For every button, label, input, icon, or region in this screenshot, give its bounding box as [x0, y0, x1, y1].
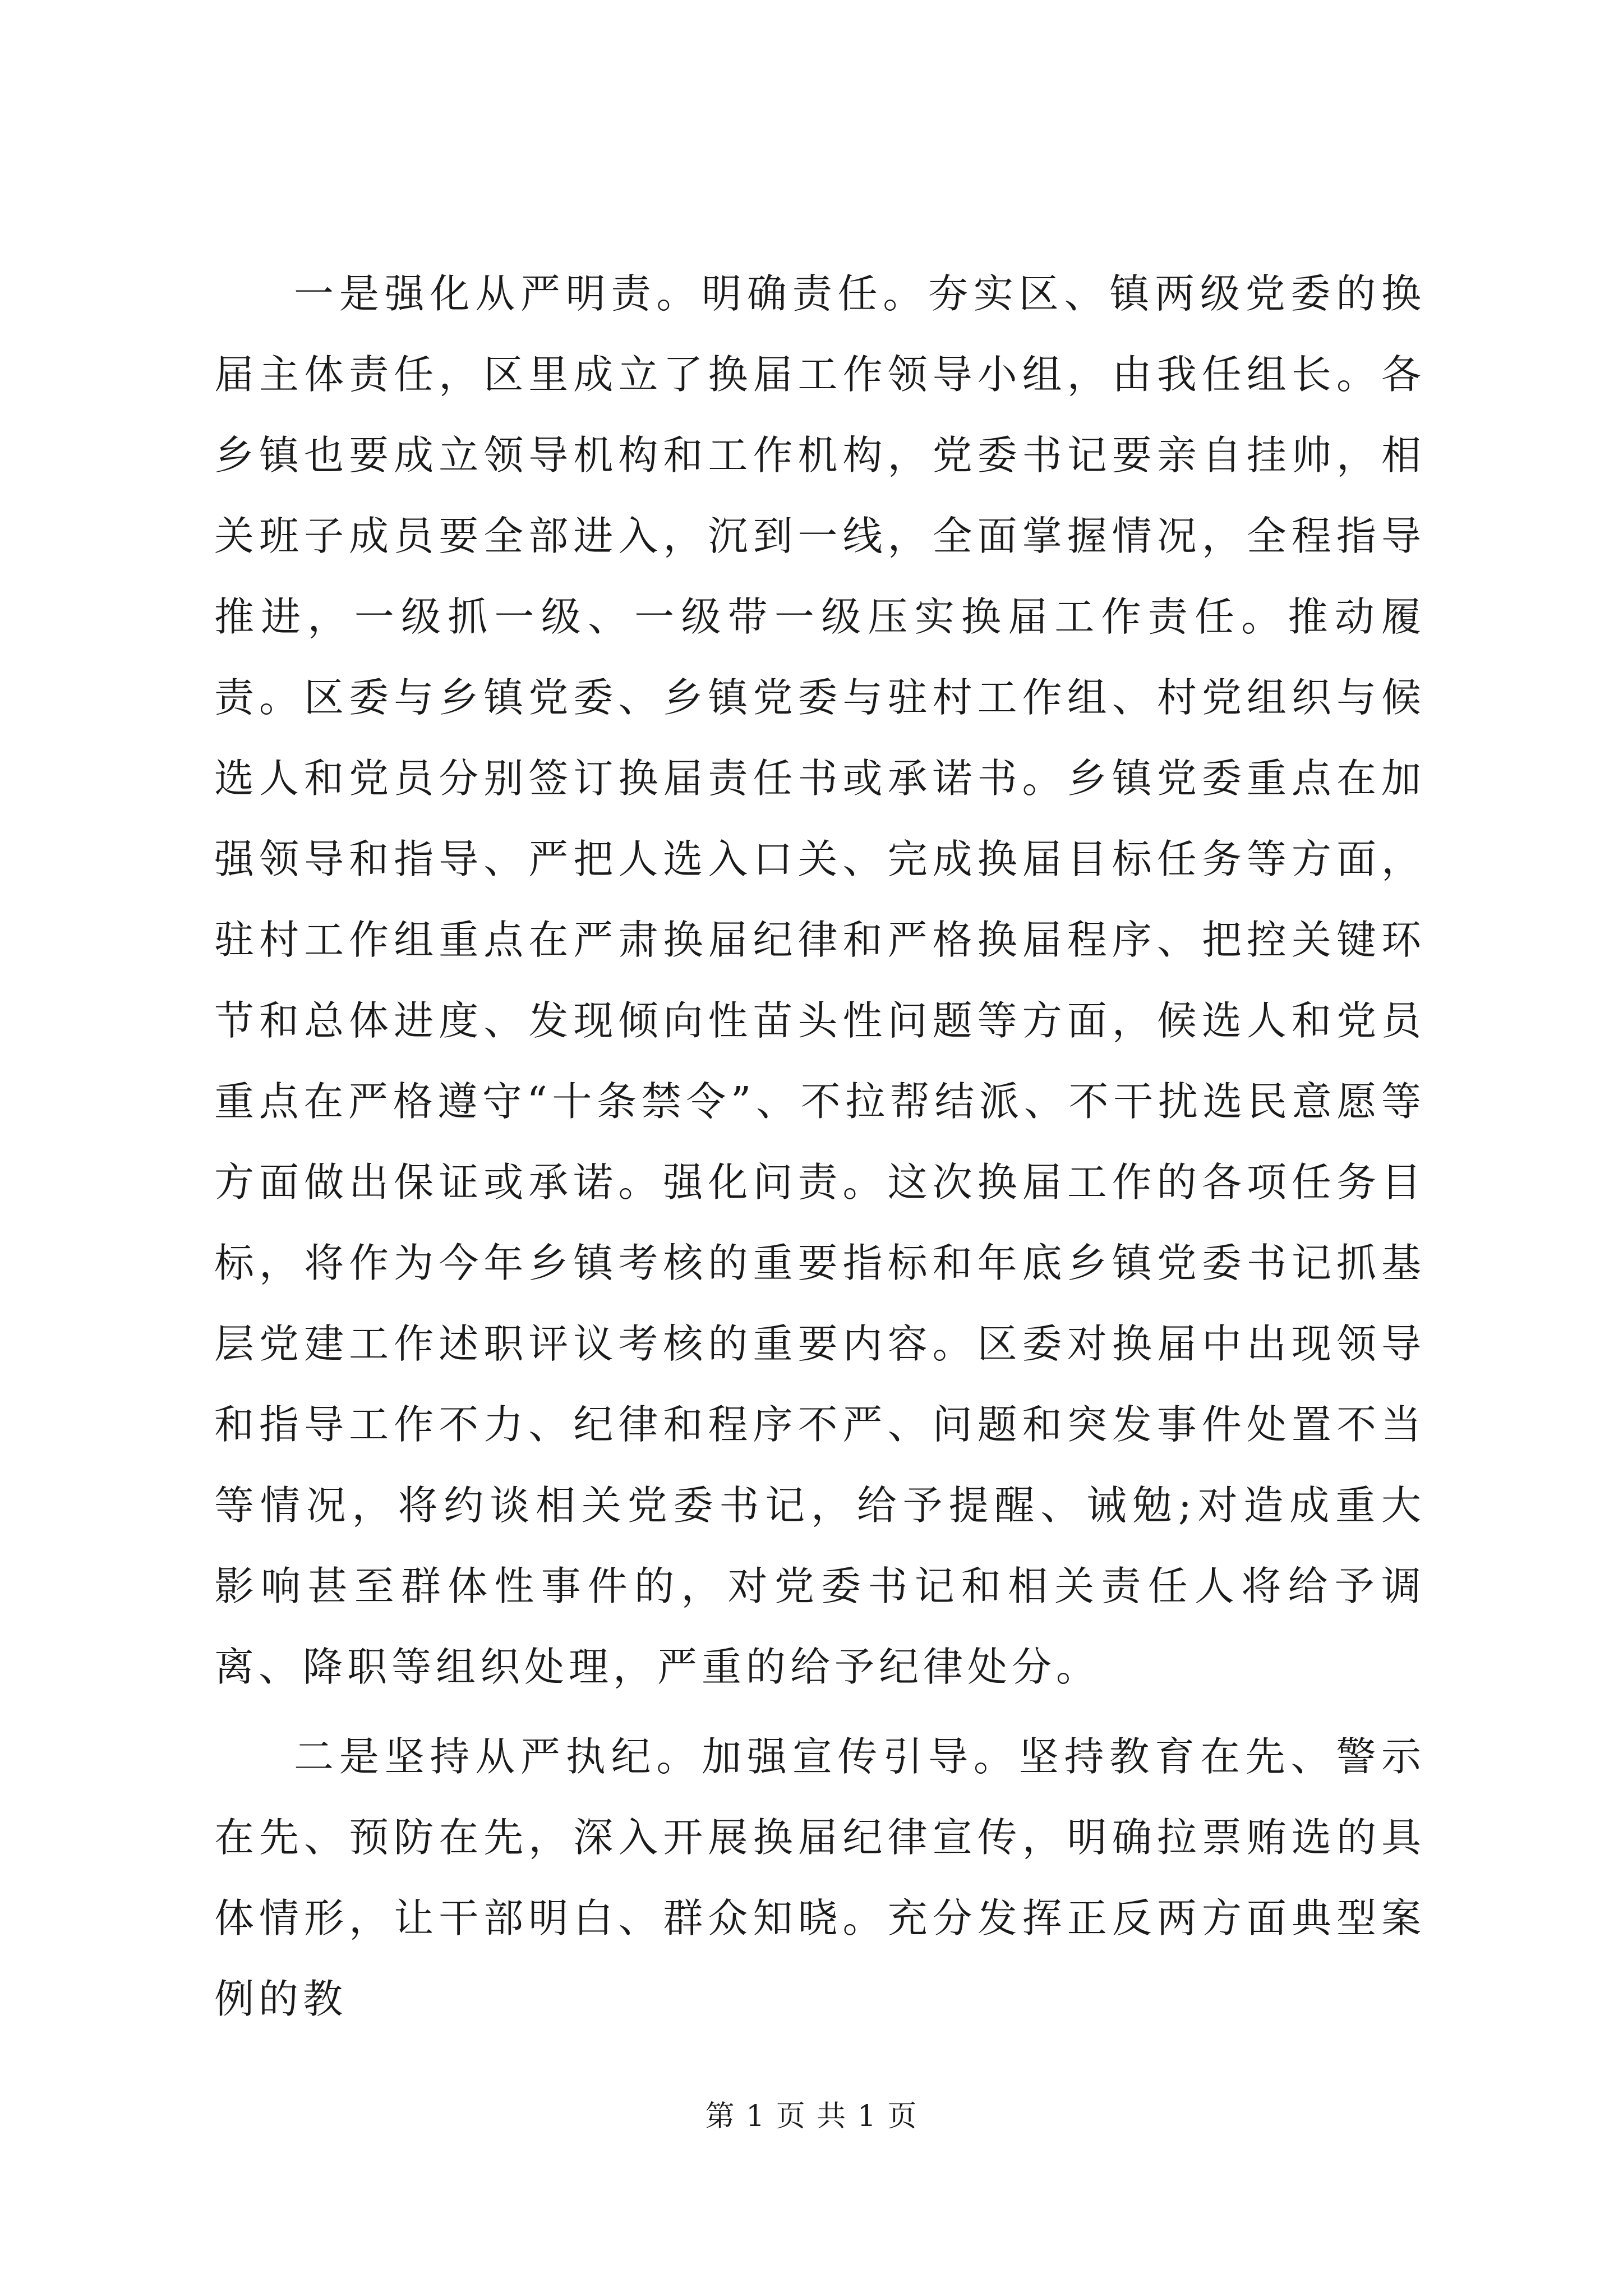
paragraph-2: 二是坚持从严执纪。加强宣传引导。坚持教育在先、警示在先、预防在先，深入开展换届纪律宣传，明确拉票贿选的具体情形，让干部明白、群众知晓。充分发挥正反两方面典型案例的教 [214, 1733, 1426, 2022]
document-body [214, 254, 1426, 2040]
paragraph-1: 一是强化从严明责。明确责任。夯实区、镇两级党委的换届主体责任，区里成立了换届工作领导小组，由我任组长。各乡镇也要成立领导机构和工作机构，党委书记要亲自挂帅，相关班子成员要全部进入，沉到一线，全面掌握情况，全程指导推进，一级抓一级、一级带一级压实换届工作责任。推动履责。区委与乡镇党委、乡镇党委与驻村工作组、村党组织与候选人和党员分别签订换届责任书或承诺书。乡镇党委重点在加强领导和指导、严把人选入口关、完成换届目标任务等方面，驻村工作组重点在严肃换届纪律和严格换届程序、把控关键环节和总体进度、发现倾向性苗头性问题等方面，候选人和党员重点在严格遵守“十条禁令”、不拉帮结派、不干扰选民意愿等方面做出保证或承诺。强化问责。这次换届工作的各项任务目标，将作为今年乡镇考核的重要指标和年底乡镇党委书记抓基层党建工作述职评议考核的重要内容。区委对换届中出现领导和指导工作不力、纪律和程序不严、问题和突发事件处置不当等情况，将约谈相关党委书记，给予提醒、诫勉;对造成重大影响甚至群体性事件的，对党委书记和相关责任人将给予调离、降职等组织处理，严重的给予纪律处分。 [214, 270, 1426, 1690]
page-footer: 第 1 页 共 1 页 [705, 2100, 918, 2133]
